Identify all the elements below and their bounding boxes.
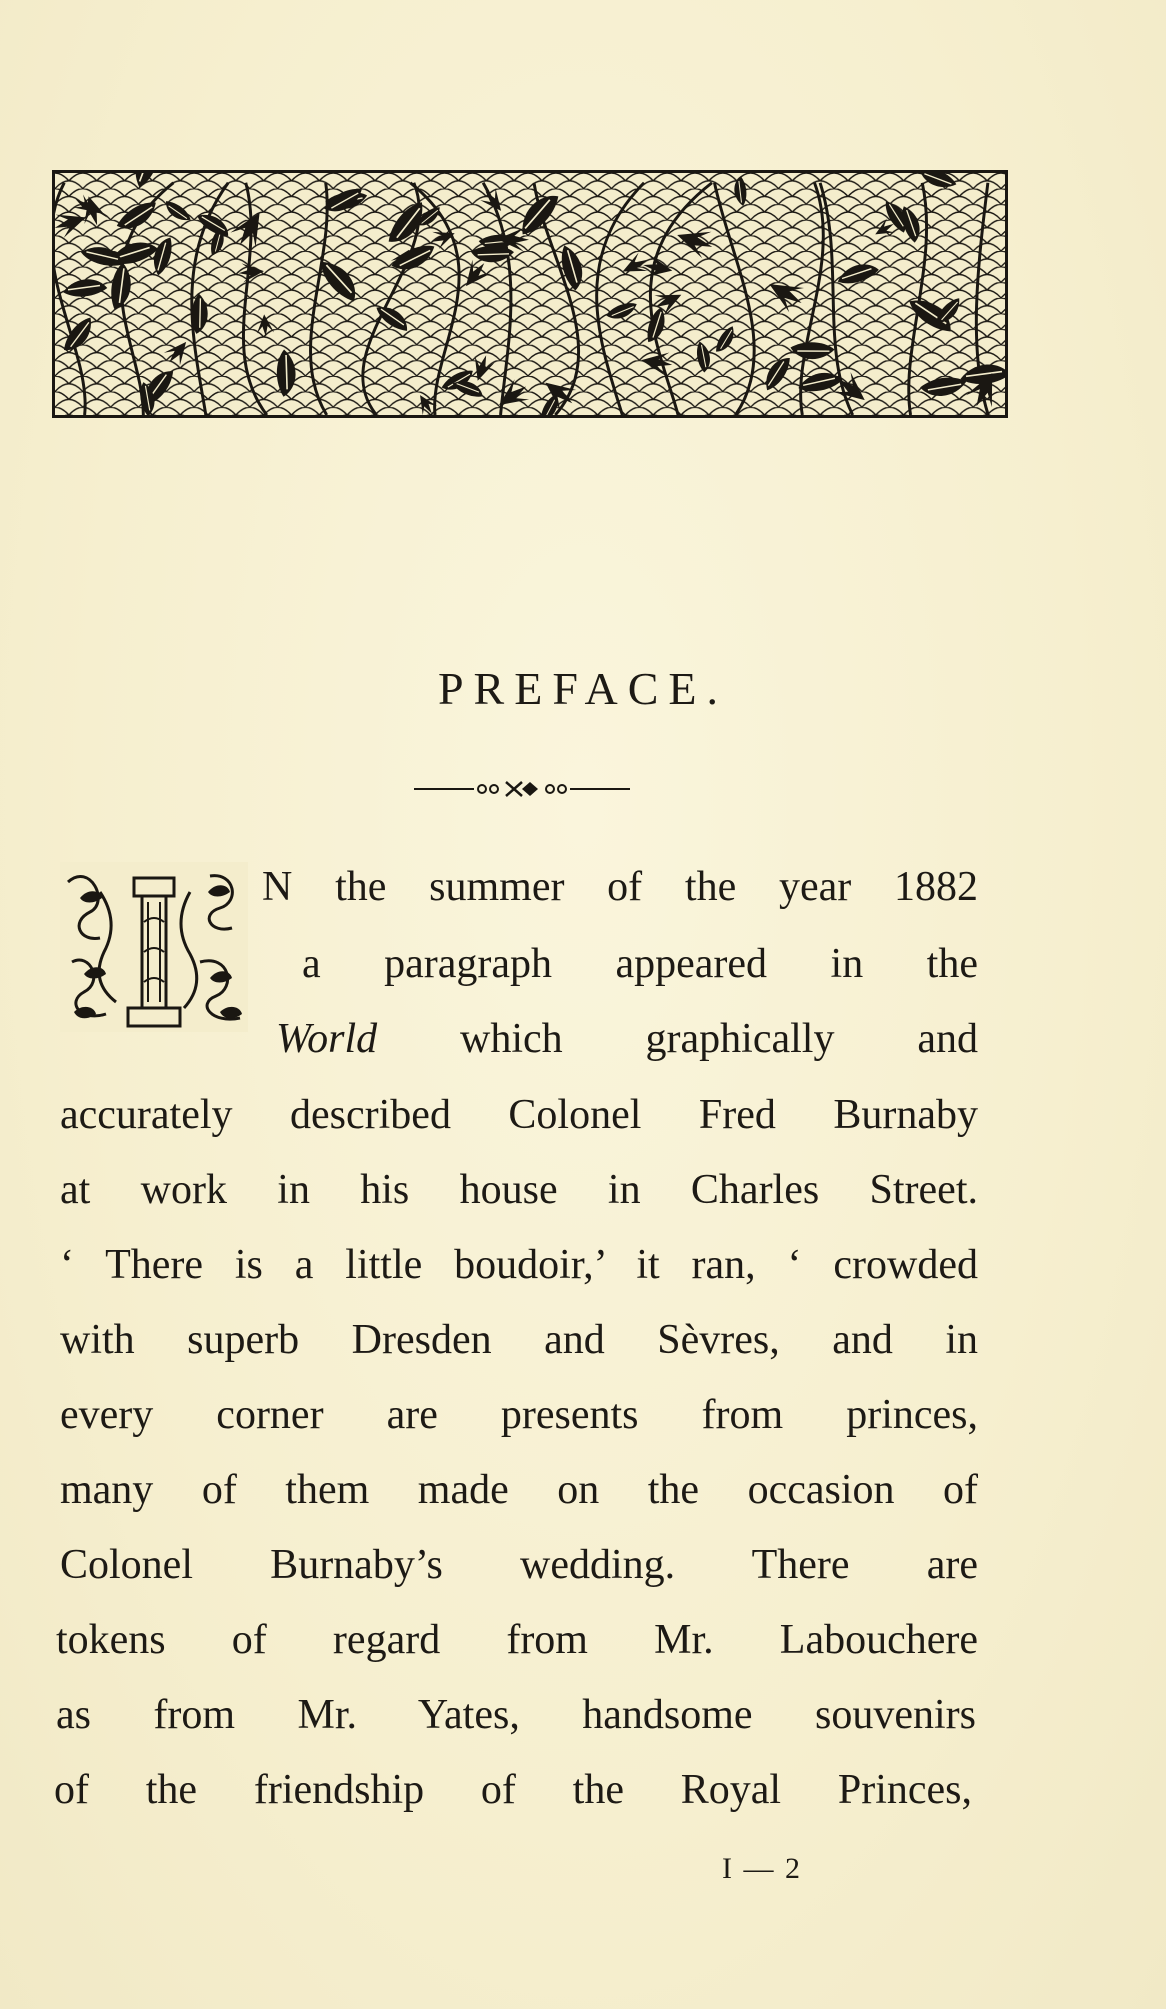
text-line-13: of the friendship of the Royal Princes,: [54, 1767, 972, 1813]
page-title: PREFACE.: [437, 663, 729, 714]
text-line-12: as from Mr. Yates, handsome souvenirs: [56, 1692, 976, 1738]
signature-mark: I — 2: [722, 1852, 802, 1885]
text-line-3-rest: which graphically and: [377, 1016, 978, 1062]
ornamental-initial-i-icon: [60, 862, 248, 1032]
text-line-6: ‘ There is a little boudoir,’ it ran, ‘ crowded: [60, 1242, 978, 1288]
ornamental-rule-icon: [414, 778, 630, 800]
text-line-7: with superb Dresden and Sèvres, and in: [60, 1317, 978, 1363]
text-line-4: accurately described Colonel Fred Burnaby: [60, 1092, 978, 1138]
decorated-initial: [60, 862, 248, 1032]
floral-ornament-icon: [55, 173, 1005, 415]
text-line-8: every corner are presents from princes,: [60, 1392, 978, 1438]
text-line-9: many of them made on the occasion of: [60, 1467, 978, 1513]
text-line-11: tokens of regard from Mr. Labouchere: [56, 1617, 978, 1663]
text-line-1: N the summer of the year 1882: [262, 864, 978, 910]
decorative-headpiece: [52, 170, 1008, 418]
text-line-2: a paragraph appeared in the: [302, 941, 978, 987]
journal-title: World: [276, 1016, 378, 1062]
text-line-5: at work in his house in Charles Street.: [60, 1167, 978, 1213]
text-line-10: Colonel Burnaby’s wedding. There are: [60, 1542, 978, 1588]
text-line-3: [276, 1018, 978, 1060]
